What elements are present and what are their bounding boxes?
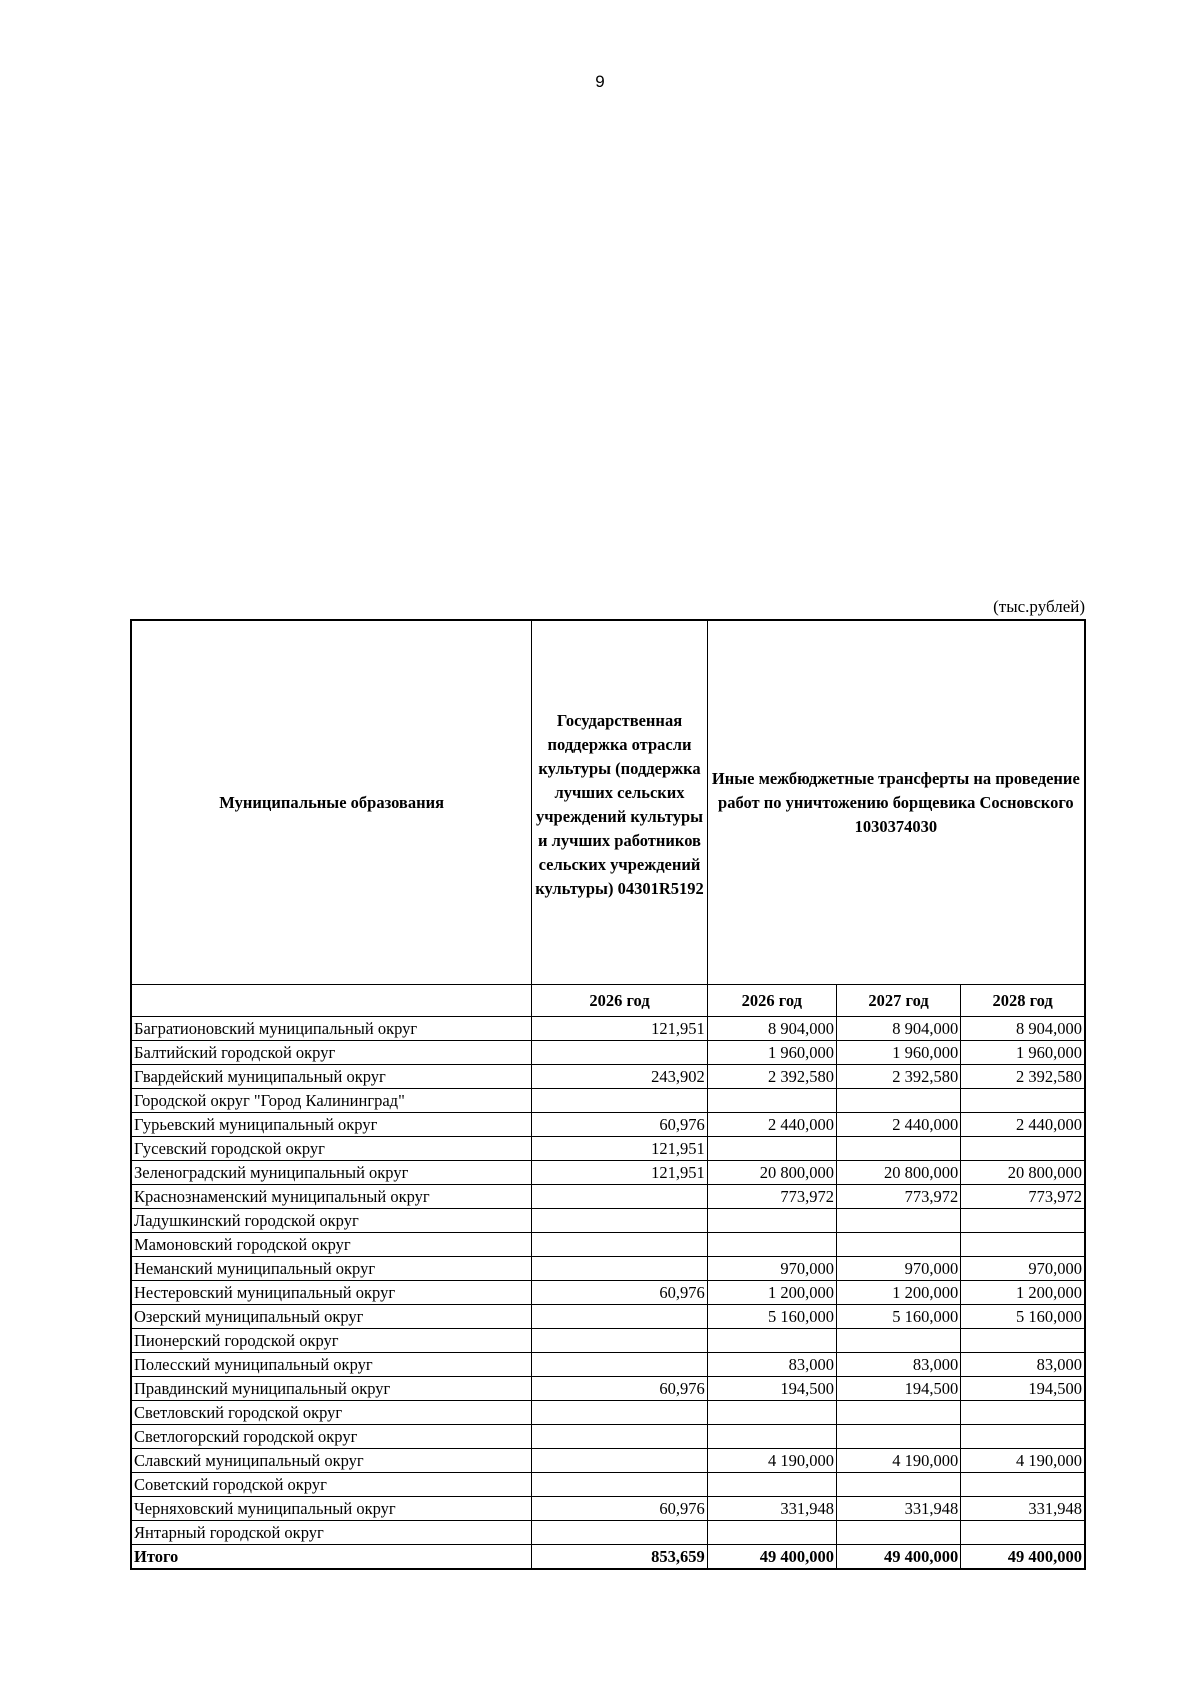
transfer-2026-value xyxy=(707,1401,836,1425)
table-row xyxy=(131,1377,1085,1401)
transfer-2027-value: 2 440,000 xyxy=(836,1113,960,1137)
municipality-name: Янтарный городской округ xyxy=(131,1521,532,1545)
table-row xyxy=(131,1113,1085,1137)
culture-2026-value xyxy=(532,1089,707,1113)
culture-2026-value xyxy=(532,1449,707,1473)
transfer-2027-value xyxy=(836,1329,960,1353)
municipality-name: Нестеровский муниципальный округ xyxy=(131,1281,532,1305)
transfer-2027-value xyxy=(836,1473,960,1497)
table-row xyxy=(131,1065,1085,1089)
transfer-2026-value: 8 904,000 xyxy=(707,1017,836,1041)
municipality-name: Полесский муниципальный округ xyxy=(131,1353,532,1377)
table-row xyxy=(131,1041,1085,1065)
municipality-name: Озерский муниципальный округ xyxy=(131,1305,532,1329)
transfer-2026-value xyxy=(707,1233,836,1257)
transfer-2026-value xyxy=(707,1209,836,1233)
municipality-name: Светлогорский городской округ xyxy=(131,1425,532,1449)
transfer-2028-value xyxy=(961,1233,1085,1257)
culture-2026-value xyxy=(532,1209,707,1233)
transfer-2028-value xyxy=(961,1425,1085,1449)
culture-2026-value xyxy=(532,1329,707,1353)
culture-2026-value xyxy=(532,1041,707,1065)
transfer-2026-value: 2 440,000 xyxy=(707,1113,836,1137)
transfer-2027-value xyxy=(836,1401,960,1425)
table-row xyxy=(131,1305,1085,1329)
table-row xyxy=(131,1401,1085,1425)
transfer-2026-value: 5 160,000 xyxy=(707,1305,836,1329)
transfer-2028-value: 8 904,000 xyxy=(961,1017,1085,1041)
transfer-2026-value: 83,000 xyxy=(707,1353,836,1377)
culture-2026-value: 60,976 xyxy=(532,1281,707,1305)
municipality-name: Гвардейский муниципальный округ xyxy=(131,1065,532,1089)
transfer-2027-value: 970,000 xyxy=(836,1257,960,1281)
transfer-2026-value: 1 960,000 xyxy=(707,1041,836,1065)
table-row xyxy=(131,1521,1085,1545)
culture-2026-value xyxy=(532,1521,707,1545)
culture-2026-value: 121,951 xyxy=(532,1017,707,1041)
transfer-2027-value xyxy=(836,1089,960,1113)
header-other-transfers: Иные межбюджетные трансферты на проведение работ по уничтожению борщевика Сосновского 1030374030 xyxy=(707,620,1085,985)
transfer-2026-value: 773,972 xyxy=(707,1185,836,1209)
culture-2026-value xyxy=(532,1401,707,1425)
header-transfer-year: 2028 год xyxy=(961,985,1085,1017)
total-transfer-2028-value: 49 400,000 xyxy=(961,1545,1085,1570)
municipality-name: Балтийский городской округ xyxy=(131,1041,532,1065)
transfer-2027-value: 83,000 xyxy=(836,1353,960,1377)
transfer-2027-value xyxy=(836,1425,960,1449)
table-row xyxy=(131,1329,1085,1353)
culture-2026-value: 60,976 xyxy=(532,1377,707,1401)
header-culture-year: 2026 год xyxy=(532,985,707,1017)
culture-2026-value xyxy=(532,1353,707,1377)
transfer-2027-value xyxy=(836,1137,960,1161)
total-transfer-2026-value: 49 400,000 xyxy=(707,1545,836,1570)
municipality-name: Городской округ "Город Калининград" xyxy=(131,1089,532,1113)
transfer-2028-value xyxy=(961,1401,1085,1425)
transfer-2026-value xyxy=(707,1425,836,1449)
transfer-2027-value: 194,500 xyxy=(836,1377,960,1401)
transfer-2028-value xyxy=(961,1137,1085,1161)
transfer-2028-value: 1 960,000 xyxy=(961,1041,1085,1065)
transfer-2027-value: 773,972 xyxy=(836,1185,960,1209)
culture-2026-value: 60,976 xyxy=(532,1497,707,1521)
transfer-2027-value: 331,948 xyxy=(836,1497,960,1521)
transfer-2027-value xyxy=(836,1233,960,1257)
table-row xyxy=(131,1185,1085,1209)
total-row xyxy=(131,1545,1085,1570)
transfer-2026-value: 194,500 xyxy=(707,1377,836,1401)
transfer-2028-value xyxy=(961,1089,1085,1113)
transfer-2028-value: 1 200,000 xyxy=(961,1281,1085,1305)
transfer-2028-value: 331,948 xyxy=(961,1497,1085,1521)
culture-2026-value: 243,902 xyxy=(532,1065,707,1089)
transfer-2026-value: 1 200,000 xyxy=(707,1281,836,1305)
transfer-2027-value: 2 392,580 xyxy=(836,1065,960,1089)
header-blank xyxy=(131,985,532,1017)
table-row xyxy=(131,1473,1085,1497)
culture-2026-value xyxy=(532,1185,707,1209)
transfer-2027-value: 20 800,000 xyxy=(836,1161,960,1185)
transfer-2026-value: 331,948 xyxy=(707,1497,836,1521)
municipality-name: Правдинский муниципальный округ xyxy=(131,1377,532,1401)
table-row xyxy=(131,1137,1085,1161)
transfer-2028-value: 4 190,000 xyxy=(961,1449,1085,1473)
municipality-name: Багратионовский муниципальный округ xyxy=(131,1017,532,1041)
transfer-2027-value xyxy=(836,1521,960,1545)
municipality-name: Краснознаменский муниципальный округ xyxy=(131,1185,532,1209)
municipality-name: Ладушкинский городской округ xyxy=(131,1209,532,1233)
table-row xyxy=(131,1425,1085,1449)
transfer-2027-value: 1 200,000 xyxy=(836,1281,960,1305)
header-culture-support: Государственная поддержка отрасли культуры (поддержка лучших сельских учреждений культуры и лучших работников сельских учреждений культуры) 04301R5192 xyxy=(532,620,707,985)
transfer-2026-value xyxy=(707,1089,836,1113)
culture-2026-value xyxy=(532,1305,707,1329)
table-row xyxy=(131,1209,1085,1233)
transfer-2028-value xyxy=(961,1473,1085,1497)
municipality-name: Светловский городской округ xyxy=(131,1401,532,1425)
transfer-2027-value: 4 190,000 xyxy=(836,1449,960,1473)
transfer-2026-value: 4 190,000 xyxy=(707,1449,836,1473)
transfer-2028-value: 970,000 xyxy=(961,1257,1085,1281)
table-row xyxy=(131,1017,1085,1041)
municipality-name: Зеленоградский муниципальный округ xyxy=(131,1161,532,1185)
table-row xyxy=(131,1281,1085,1305)
transfer-2028-value: 194,500 xyxy=(961,1377,1085,1401)
page-number: 9 xyxy=(595,72,605,91)
transfer-2026-value xyxy=(707,1521,836,1545)
transfer-2027-value xyxy=(836,1209,960,1233)
transfer-2027-value: 8 904,000 xyxy=(836,1017,960,1041)
transfer-2028-value: 5 160,000 xyxy=(961,1305,1085,1329)
transfer-2028-value xyxy=(961,1329,1085,1353)
table-row xyxy=(131,1353,1085,1377)
table-row xyxy=(131,1497,1085,1521)
table-row xyxy=(131,1089,1085,1113)
table-row xyxy=(131,1161,1085,1185)
transfer-2026-value xyxy=(707,1473,836,1497)
transfer-2028-value: 83,000 xyxy=(961,1353,1085,1377)
municipality-name: Гурьевский муниципальный округ xyxy=(131,1113,532,1137)
header-municipalities: Муниципальные образования xyxy=(131,620,532,985)
header-transfer-year: 2027 год xyxy=(836,985,960,1017)
units-note: (тыс.рублей) xyxy=(993,597,1085,616)
transfer-2026-value: 2 392,580 xyxy=(707,1065,836,1089)
culture-2026-value xyxy=(532,1473,707,1497)
transfer-2028-value xyxy=(961,1209,1085,1233)
municipality-name: Славский муниципальный округ xyxy=(131,1449,532,1473)
transfer-2028-value: 773,972 xyxy=(961,1185,1085,1209)
total-culture-2026-value: 853,659 xyxy=(532,1545,707,1570)
culture-2026-value xyxy=(532,1233,707,1257)
municipality-name: Черняховский муниципальный округ xyxy=(131,1497,532,1521)
culture-2026-value: 60,976 xyxy=(532,1113,707,1137)
culture-2026-value: 121,951 xyxy=(532,1137,707,1161)
transfer-2026-value: 970,000 xyxy=(707,1257,836,1281)
municipality-name: Советский городской округ xyxy=(131,1473,532,1497)
transfer-2028-value: 2 392,580 xyxy=(961,1065,1085,1089)
transfer-2028-value: 20 800,000 xyxy=(961,1161,1085,1185)
transfer-2027-value: 5 160,000 xyxy=(836,1305,960,1329)
table-row xyxy=(131,1449,1085,1473)
culture-2026-value xyxy=(532,1257,707,1281)
culture-2026-value: 121,951 xyxy=(532,1161,707,1185)
transfer-2026-value: 20 800,000 xyxy=(707,1161,836,1185)
municipality-name: Пионерский городской округ xyxy=(131,1329,532,1353)
municipality-name: Неманский муниципальный округ xyxy=(131,1257,532,1281)
municipality-name: Мамоновский городской округ xyxy=(131,1233,532,1257)
culture-2026-value xyxy=(532,1425,707,1449)
total-transfer-2027-value: 49 400,000 xyxy=(836,1545,960,1570)
transfer-2026-value xyxy=(707,1137,836,1161)
total-label: Итого xyxy=(131,1545,532,1570)
municipality-name: Гусевский городской округ xyxy=(131,1137,532,1161)
table-row xyxy=(131,1233,1085,1257)
table-row xyxy=(131,1257,1085,1281)
transfer-2026-value xyxy=(707,1329,836,1353)
transfer-2028-value: 2 440,000 xyxy=(961,1113,1085,1137)
transfer-2028-value xyxy=(961,1521,1085,1545)
header-transfer-year: 2026 год xyxy=(707,985,836,1017)
budget-table xyxy=(130,619,1086,1570)
transfer-2027-value: 1 960,000 xyxy=(836,1041,960,1065)
